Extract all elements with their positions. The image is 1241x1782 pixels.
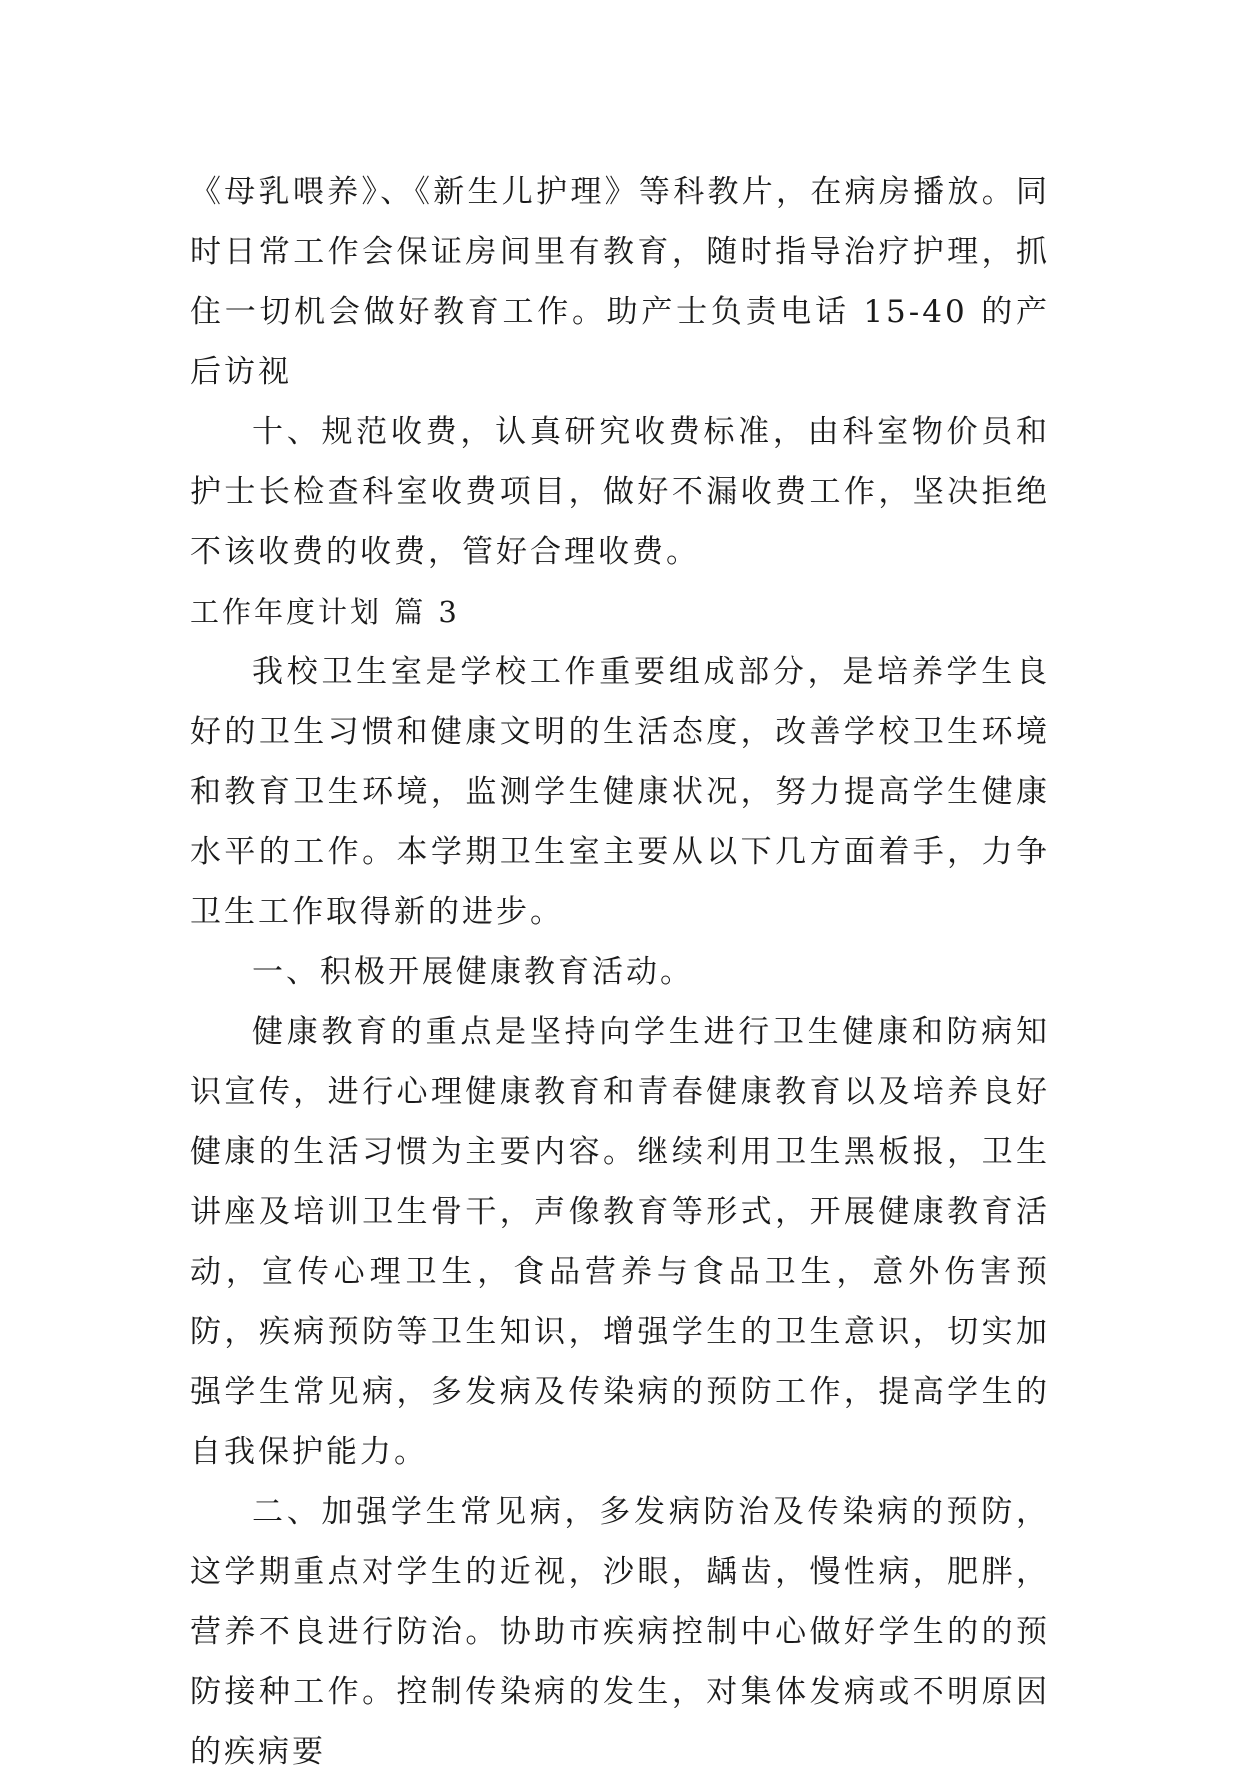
paragraph-item-1-body: 健康教育的重点是坚持向学生进行卫生健康和防病知识宣传，进行心理健康教育和青春健康教育以及培养良好健康的生活习惯为主要内容。继续利用卫生黑板报，卫生讲座及培训卫生骨干，声像教育等形式，开展健康教育活动，宣传心理卫生，食品营养与食品卫生，意外伤害预防，疾病预防等卫生知识，增强学生的卫生意识，切实加强学生常见病，多发病及传染病的预防工作，提高学生的自我保护能力。 (190, 1014, 1050, 1470)
paragraph-continuation: 《母乳喂养》、《新生儿护理》等科教片，在病房播放。同时日常工作会保证房间里有教育，随时指导治疗护理，抓住一切机会做好教育工作。助产士负责电话 15-40 的产后访视 (190, 174, 1050, 390)
document-body (190, 162, 1050, 1782)
paragraph-item-10: 十、规范收费，认真研究收费标准，由科室物价员和护士长检查科室收费项目，做好不漏收费工作，坚决拒绝不该收费的收费，管好合理收费。 (190, 414, 1050, 570)
paragraph-item-1-title: 一、积极开展健康教育活动。 (252, 954, 694, 990)
section-heading: 工作年度计划 篇 3 (190, 595, 460, 629)
paragraph-intro: 我校卫生室是学校工作重要组成部分，是培养学生良好的卫生习惯和健康文明的生活态度，改善学校卫生环境和教育卫生环境，监测学生健康状况，努力提高学生健康水平的工作。本学期卫生室主要从以下几方面着手，力争卫生工作取得新的进步。 (190, 654, 1050, 930)
paragraph-item-2: 二、加强学生常见病，多发病防治及传染病的预防，这学期重点对学生的近视，沙眼，龋齿，慢性病，肥胖，营养不良进行防治。协助市疾病控制中心做好学生的的预防接种工作。控制传染病的发生，对集体发病或不明原因的疾病要 (190, 1494, 1050, 1770)
